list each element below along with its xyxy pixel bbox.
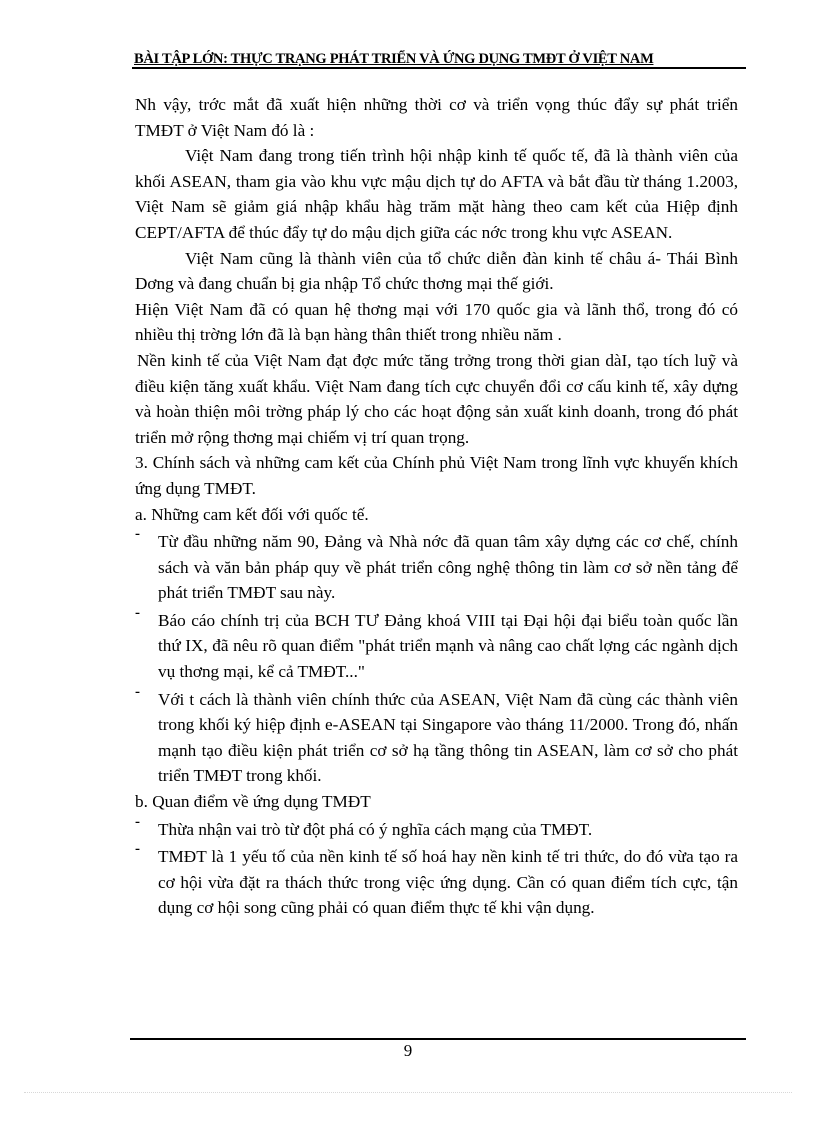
header-rule	[132, 67, 746, 69]
section-heading-policy: 3. Chính sách và những cam kết của Chính phủ Việt Nam trong lĩnh vực khuyến khích ứng dụng TMĐT.	[135, 453, 738, 498]
list-item-text: Từ đầu những năm 90, Đảng và Nhà nớc đã quan tâm xây dựng các cơ chế, chính sách và văn bản pháp quy về phát triển công nghệ thông tin làm cơ sở nền tảng để phát triển TMĐT sau này.	[158, 532, 738, 603]
bullet-dash: -	[135, 841, 140, 858]
list-item	[135, 841, 738, 921]
page-bottom-divider	[24, 1092, 792, 1093]
list-item	[135, 683, 738, 789]
bullet-dash: -	[135, 813, 140, 830]
bullet-dash: -	[135, 604, 140, 621]
header-title: BÀI TẬP LỚN: THỰC TRẠNG PHÁT TRIỂN VÀ ỨNG DỤNG TMĐT Ở VIỆT NAM	[134, 51, 654, 67]
list-item-text: TMĐT là 1 yếu tố của nền kinh tế số hoá hay nền kinh tế tri thức, do đó vừa tạo ra cơ hội vừa đặt ra thách thức trong việc ứng dụng. Cần có quan điểm tích cực, tận dụng cơ hội song cũng phải có quan điểm thực tế khi vận dụng.	[158, 847, 738, 918]
bullet-dash: -	[135, 683, 140, 700]
list-item-text: Báo cáo chính trị của BCH TƯ Đảng khoá VIII tại Đại hội đại biểu toàn quốc lần thứ IX, đã nêu rõ quan điểm "phát triển mạnh và nâng cao chất lợng các ngành dịch vụ thơng mại, kể cả TMĐT..."	[158, 610, 738, 682]
list-item-text: Với t cách là thành viên chính thức của ASEAN, Việt Nam đã cùng các thành viên trong khối ký hiệp định e-ASEAN tại Singapore vào tháng 11/2000. Trong đó, nhấn mạnh tạo điều kiện phát triển cơ sở hạ tầng thông tin ASEAN, làm cơ sở cho phát triển TMĐT trong khối.	[158, 689, 738, 786]
paragraph-intro: Nh vậy, trớc mắt đã xuất hiện những thời cơ và triển vọng thúc đẩy sự phát triển TMĐT ở Việt Nam đó là :	[135, 95, 738, 140]
page-header	[132, 47, 746, 71]
subsection-heading-a: a. Những cam kết đối với quốc tế.	[135, 504, 369, 524]
paragraph-integration: Việt Nam đang trong tiến trình hội nhập kinh tế quốc tế, đã là thành viên của khối ASEAN, tham gia vào khu vực mậu dịch tự do AFTA và bắt đầu từ tháng 1.2003, Việt Nam sẽ giảm giá nhập khẩu hàg trăm mặt hàng theo cam kết của Hiệp định CEPT/AFTA để thúc đẩy tự do mậu dịch giữa các nớc trong khu vực ASEAN.	[135, 146, 738, 242]
footer-rule	[130, 1038, 746, 1040]
paragraph-economy: Nền kinh tế của Việt Nam đạt đợc mức tăng trởng trong thời gian dàI, tạo tích luỹ và điều kiện tăng xuất khẩu. Việt Nam đang tích cực chuyển đổi cơ cấu kinh tế, xây dựng và hoàn thiện môi trờng pháp lý cho các hoạt động sản xuất kinh doanh, trong đó phát triển mở rộng thơng mại chiếm vị trí quan trọng.	[135, 350, 738, 447]
subsection-heading-b: b. Quan điểm về ứng dụng TMĐT	[135, 792, 371, 812]
list-item	[135, 813, 738, 843]
paragraph-apec: Việt Nam cũng là thành viên của tổ chức diễn đàn kinh tế châu á- Thái Bình Dơng và đang chuẩn bị gia nhập Tổ chức thơng mại thế giới.	[135, 248, 738, 294]
list-item-text: Thừa nhận vai trò từ đột phá có ý nghĩa cách mạng của TMĐT.	[158, 819, 593, 839]
document-body	[135, 92, 738, 921]
page-number: 9	[403, 1041, 413, 1060]
list-item	[135, 604, 738, 685]
list-item	[135, 526, 738, 606]
bullet-dash: -	[135, 526, 140, 543]
paragraph-trade-relations: Hiện Việt Nam đã có quan hệ thơng mại với 170 quốc gia và lãnh thổ, trong đó có nhiều thị trờng lớn đã là bạn hàng thân thiết trong nhiều năm .	[135, 299, 738, 345]
